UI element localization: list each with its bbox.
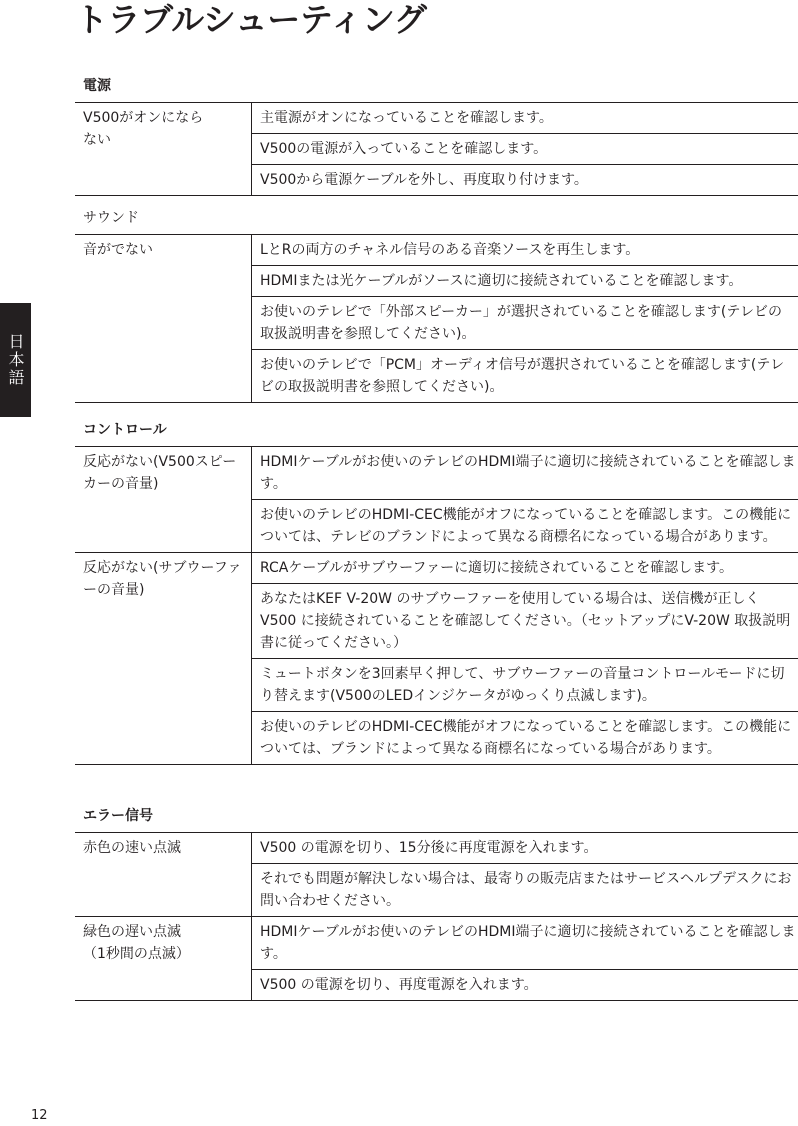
remedy-list [252, 833, 798, 916]
troubleshooting-table [75, 234, 798, 403]
table-row [75, 833, 798, 916]
table-row [75, 447, 798, 552]
troubleshooting-table [75, 446, 798, 765]
remedy-cell: あなたはKEF V-20W のサブウーファーを使用している場合は、送信機が正しく V500 に接続されていることを確認してください。（セットアップにV-20W 取扱説明書に従ってください。） [252, 583, 798, 658]
remedy-list [252, 103, 798, 195]
troubleshooting-table [75, 832, 798, 1001]
remedy-cell: V500 の電源を切り、再度電源を入れます。 [252, 969, 798, 1000]
remedy-cell: LとRの両方のチャネル信号のある音楽ソースを再生します。 [260, 242, 640, 258]
page-title: トラブルシューティング [75, 0, 427, 39]
remedy-cell: RCAケーブルがサブウーファーに適切に接続されていることを確認します。 [260, 560, 734, 576]
section-title: エラー信号 [83, 808, 153, 824]
section-title: サウンド [83, 210, 139, 226]
symptom-cell: 赤色の速い点滅 [75, 833, 252, 916]
remedy-cell: お使いのテレビで「外部スピーカー」が選択されていることを確認します(テレビの取扱説明書を参照してください)。 [252, 296, 798, 349]
section-power [75, 70, 798, 196]
symptom-cell: 音がでない [75, 235, 252, 402]
table-row [75, 103, 798, 195]
table-row [75, 552, 798, 764]
remedy-cell: V500から電源ケーブルを外し、再度取り付けます。 [252, 164, 798, 195]
symptom-cell: 緑色の遅い点滅 （1秒間の点滅） [75, 917, 252, 1000]
section-title: 電源 [83, 78, 111, 94]
symptom-cell: 反応がない(サブウーファーの音量) [75, 553, 252, 764]
symptom-cell: 反応がない(V500スピーカーの音量) [75, 447, 252, 552]
remedy-cell: ミュートボタンを3回素早く押して、サブウーファーの音量コントロールモードに切り替えます(V500のLEDインジケータがゆっくり点滅します)。 [252, 658, 798, 711]
remedy-list [252, 235, 798, 402]
language-tab [0, 303, 31, 417]
remedy-cell: HDMIケーブルがお使いのテレビのHDMI端子に適切に接続されていることを確認します。 [260, 454, 796, 492]
section-control [75, 414, 798, 765]
section-sound [75, 202, 798, 403]
remedy-cell: お使いのテレビで「PCM」オーディオ信号が選択されていることを確認します(テレビの取扱説明書を参照してください)。 [252, 349, 798, 402]
troubleshooting-table [75, 102, 798, 196]
language-tab-label: 日本語 [6, 333, 25, 387]
remedy-cell: V500の電源が入っていることを確認します。 [252, 133, 798, 164]
remedy-cell: V500 の電源を切り、15分後に再度電源を入れます。 [260, 840, 598, 856]
symptom-cell: V500がオンになら ない [75, 103, 252, 195]
table-row [75, 235, 798, 402]
remedy-list [252, 447, 798, 552]
remedy-cell: HDMIまたは光ケーブルがソースに適切に接続されていることを確認します。 [252, 265, 798, 296]
remedy-cell: 主電源がオンになっていることを確認します。 [260, 110, 553, 126]
remedy-cell: HDMIケーブルがお使いのテレビのHDMI端子に適切に接続されていることを確認します。 [260, 924, 796, 962]
remedy-list [252, 917, 798, 1000]
table-row [75, 916, 798, 1000]
section-error-signal [75, 800, 798, 1001]
remedy-cell: お使いのテレビのHDMI-CEC機能がオフになっていることを確認します。この機能については、テレビのブランドによって異なる商標名になっている場合があります。 [252, 499, 798, 552]
remedy-cell: お使いのテレビのHDMI-CEC機能がオフになっていることを確認します。この機能については、ブランドによって異なる商標名になっている場合があります。 [252, 711, 798, 764]
remedy-cell: それでも問題が解決しない場合は、最寄りの販売店またはサービスヘルプデスクにお問い合わせください。 [252, 863, 798, 916]
page-number: 12 [31, 1108, 48, 1123]
remedy-list [252, 553, 798, 764]
section-title: コントロール [83, 422, 167, 438]
